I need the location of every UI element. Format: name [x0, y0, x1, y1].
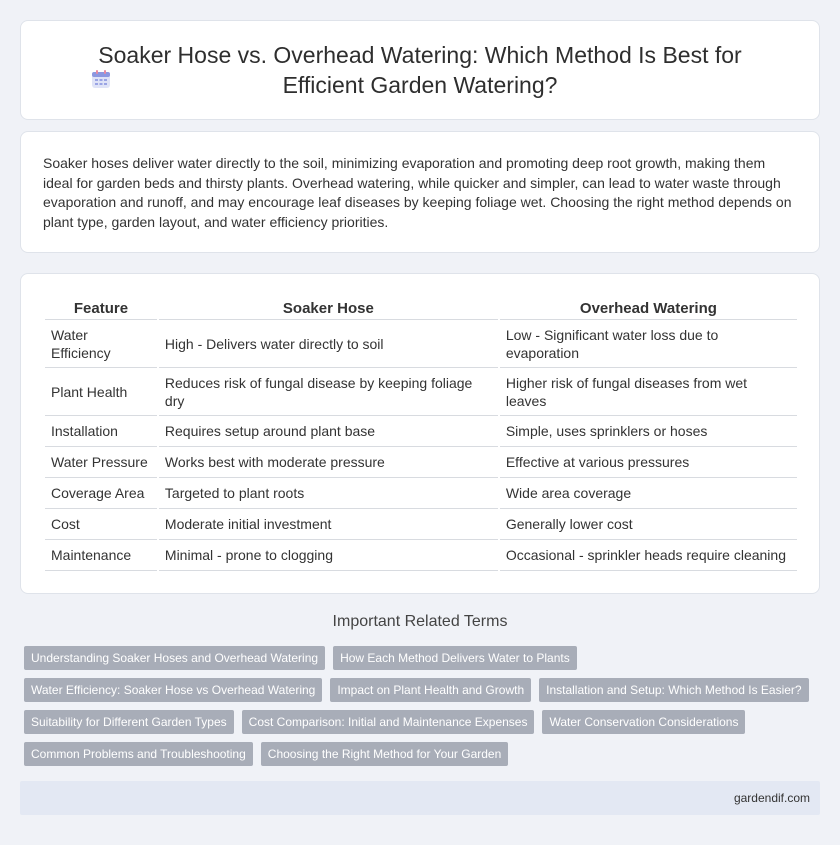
- comparison-table: [43, 294, 799, 571]
- header-feature: Feature: [45, 294, 157, 320]
- table-row: [45, 540, 797, 571]
- related-term-tag[interactable]: Water Conservation Considerations: [542, 710, 745, 734]
- overhead-cell: Occasional - sprinkler heads require cleaning: [500, 540, 797, 571]
- table-row: [45, 368, 797, 416]
- related-term-tag[interactable]: Water Efficiency: Soaker Hose vs Overhead Watering: [24, 678, 322, 702]
- related-term-tag[interactable]: Common Problems and Troubleshooting: [24, 742, 253, 766]
- related-term-tag[interactable]: Choosing the Right Method for Your Garden: [261, 742, 508, 766]
- soaker-cell: Minimal - prone to clogging: [159, 540, 498, 571]
- related-term-tag[interactable]: Cost Comparison: Initial and Maintenance Expenses: [242, 710, 535, 734]
- intro-paragraph: Soaker hoses deliver water directly to the soil, minimizing evaporation and promoting deep root growth, making them ideal for garden beds and thirsty plants. Overhead watering, while quicker and simpler, can lead to water waste through evaporation and runoff, and may encourage leaf diseases by keeping foliage wet. Choosing the right method depends on plant type, garden layout, and water efficiency priorities.: [43, 155, 792, 230]
- related-term-tag[interactable]: Installation and Setup: Which Method Is Easier?: [539, 678, 808, 702]
- table-row: [45, 416, 797, 447]
- header-soaker-hose: Soaker Hose: [159, 294, 498, 320]
- feature-cell: Water Efficiency: [45, 320, 157, 368]
- overhead-cell: Low - Significant water loss due to evaporation: [500, 320, 797, 368]
- table-row: [45, 447, 797, 478]
- title-card: [20, 20, 820, 120]
- soaker-cell: Targeted to plant roots: [159, 478, 498, 509]
- feature-cell: Installation: [45, 416, 157, 447]
- table-header-row: [45, 294, 797, 320]
- related-terms-list: [24, 646, 824, 774]
- overhead-cell: Higher risk of fungal diseases from wet leaves: [500, 368, 797, 416]
- footer-site-link[interactable]: gardendif.com: [733, 791, 810, 805]
- soaker-cell: Moderate initial investment: [159, 509, 498, 540]
- feature-cell: Water Pressure: [45, 447, 157, 478]
- soaker-cell: Works best with moderate pressure: [159, 447, 498, 478]
- related-term-tag[interactable]: Understanding Soaker Hoses and Overhead Watering: [24, 646, 325, 670]
- overhead-cell: Wide area coverage: [500, 478, 797, 509]
- page-title: Soaker Hose vs. Overhead Watering: Which Method Is Best for Efficient Garden Watering?: [98, 42, 742, 98]
- footer: [20, 781, 820, 815]
- feature-cell: Coverage Area: [45, 478, 157, 509]
- comparison-card: [20, 273, 820, 594]
- soaker-cell: Reduces risk of fungal disease by keeping foliage dry: [159, 368, 498, 416]
- intro-card: [20, 131, 820, 253]
- overhead-cell: Generally lower cost: [500, 509, 797, 540]
- related-term-tag[interactable]: Impact on Plant Health and Growth: [330, 678, 531, 702]
- header-overhead-watering: Overhead Watering: [500, 294, 797, 320]
- overhead-cell: Effective at various pressures: [500, 447, 797, 478]
- feature-cell: Cost: [45, 509, 157, 540]
- overhead-cell: Simple, uses sprinklers or hoses: [500, 416, 797, 447]
- feature-cell: Plant Health: [45, 368, 157, 416]
- feature-cell: Maintenance: [45, 540, 157, 571]
- table-row: [45, 320, 797, 368]
- table-row: [45, 509, 797, 540]
- table-row: [45, 478, 797, 509]
- related-term-tag[interactable]: Suitability for Different Garden Types: [24, 710, 234, 734]
- related-term-tag[interactable]: How Each Method Delivers Water to Plants: [333, 646, 577, 670]
- soaker-cell: Requires setup around plant base: [159, 416, 498, 447]
- related-terms-heading: Important Related Terms: [332, 613, 508, 630]
- soaker-cell: High - Delivers water directly to soil: [159, 320, 498, 368]
